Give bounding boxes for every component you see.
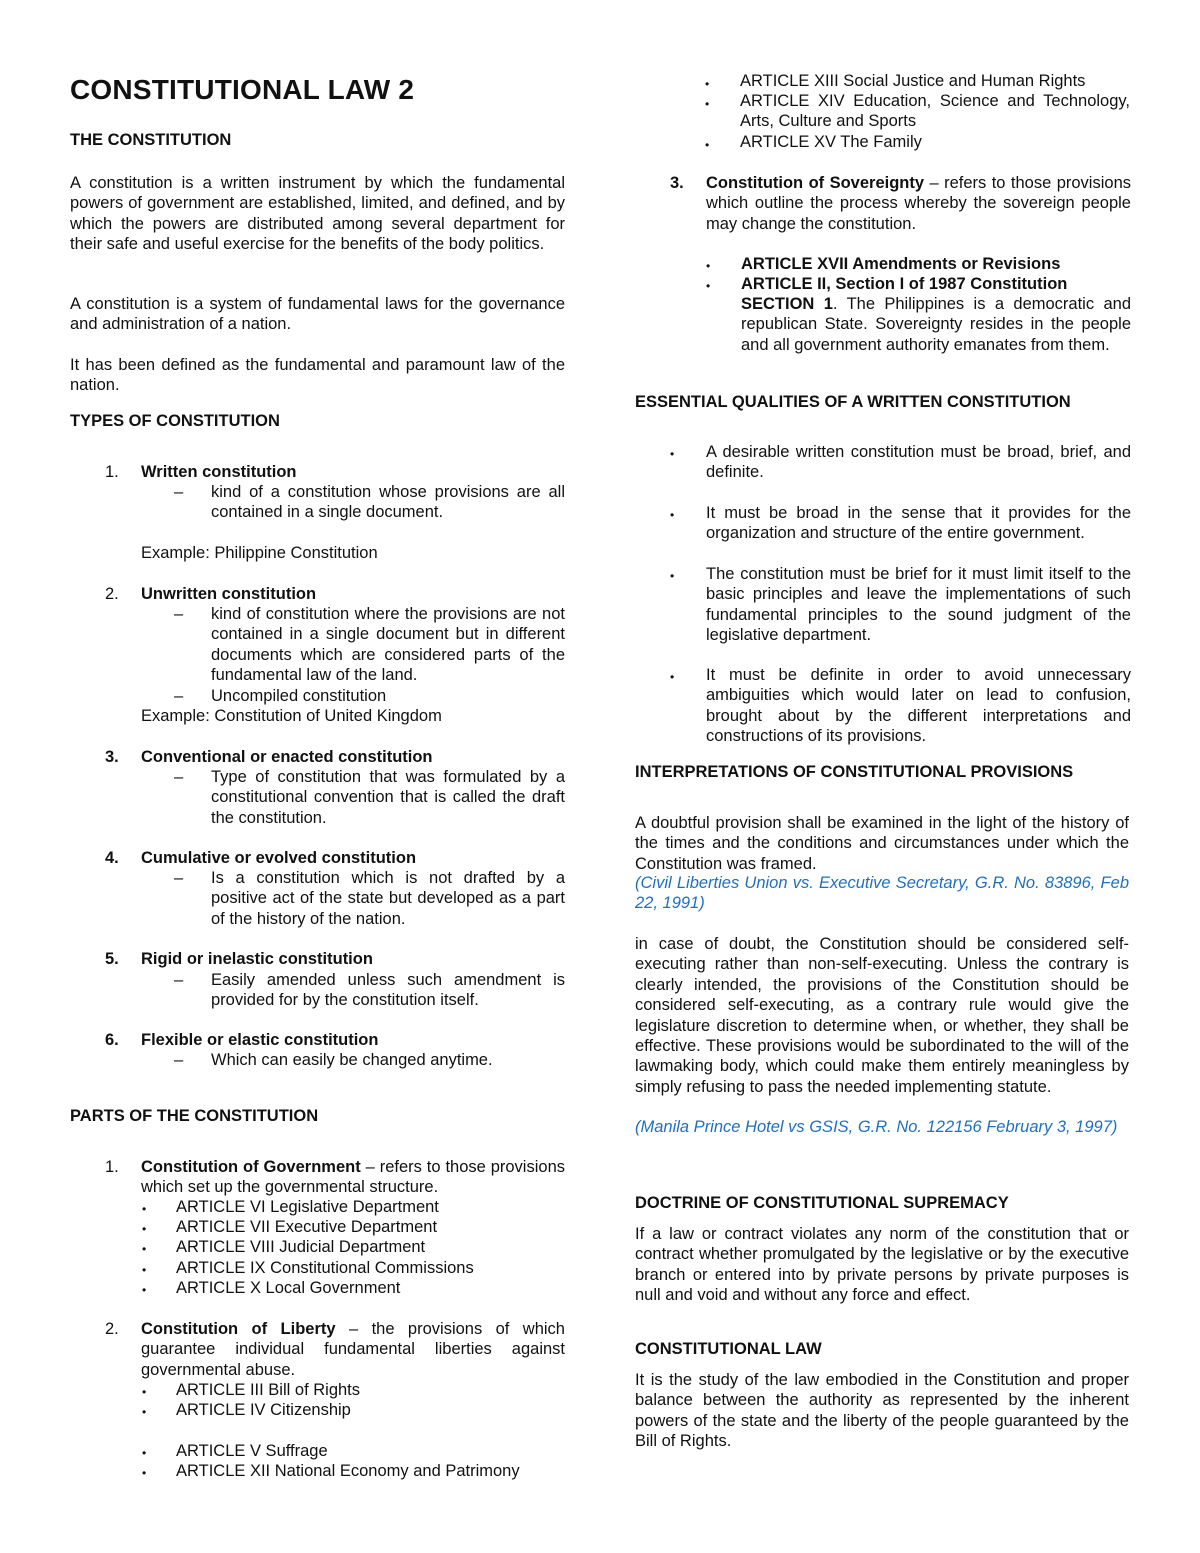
type-4-description: Is a constitution which is not drafted by a positive act of the state but developed as a part of the history of the nation. (211, 869, 565, 928)
list-item: The constitution must be brief for it must limit itself to the basic principles and leave the implementations of such fundamental principles to the sound judgment of the legislative department. (706, 565, 1131, 645)
bullet: • (142, 1222, 147, 1236)
type-1-dash: – (174, 483, 184, 501)
type-2-title: Unwritten constitution (141, 585, 317, 603)
section-1-paragraph (741, 294, 1131, 355)
part-3-paragraph (706, 173, 1131, 234)
section-1-label: SECTION 1 (741, 295, 833, 313)
type-4-dash: – (174, 869, 184, 887)
list-item: ARTICLE XIV Education, Science and Technology, Arts, Culture and Sports (740, 92, 1130, 131)
constitution-paramount-paragraph: It has been defined as the fundamental and paramount law of the nation. (70, 356, 565, 395)
type-1-example: Example: Philippine Constitution (141, 544, 378, 562)
interpretations-heading: INTERPRETATIONS OF CONSTITUTIONAL PROVISIONS (635, 763, 1074, 781)
list-item: ARTICLE IX Constitutional Commissions (176, 1259, 474, 1277)
bullet: • (142, 1446, 147, 1460)
constitution-definition-paragraph: A constitution is a written instrument by which the fundamental powers of government are established, limited, and defined, and by which the powers are distributed among several department for their safe and useful exercise for the benefits of the body politics. (70, 174, 565, 254)
part-1-number: 1. (105, 1158, 119, 1176)
bullet: • (142, 1263, 147, 1277)
type-5-number: 5. (105, 950, 119, 968)
bullet: • (142, 1466, 147, 1480)
part-2-text: – the provisions of which guarantee individual fundamental liberties against governmental abuse. (141, 1320, 565, 1379)
type-6-dash: – (174, 1051, 184, 1069)
bullet: • (706, 259, 711, 273)
part-1-paragraph (141, 1157, 565, 1198)
document-title: CONSTITUTIONAL LAW 2 (70, 74, 415, 105)
type-4-number: 4. (105, 849, 119, 867)
list-item: ARTICLE IV Citizenship (176, 1401, 351, 1419)
type-2-dash-2: – (174, 687, 184, 705)
qualities-heading: ESSENTIAL QUALITIES OF A WRITTEN CONSTITUTION (635, 393, 1071, 411)
part-2-paragraph (141, 1319, 565, 1380)
constitutional-law-heading: CONSTITUTIONAL LAW (635, 1340, 822, 1358)
bullet: • (142, 1202, 147, 1216)
type-6-number: 6. (105, 1031, 119, 1049)
type-1-title: Written constitution (141, 463, 297, 481)
list-item: ARTICLE XV The Family (740, 133, 922, 151)
types-heading: TYPES OF CONSTITUTION (70, 412, 280, 430)
interpretations-paragraph-2: in case of doubt, the Constitution should be considered self-executing rather than non-self-executing. Unless the contrary is clearly intended, the provisions of the Constitution should be considered self-executing, as a contrary rule would give the legislature discretion to determine when, or whether, they shall be effective. These provisions would be subordinated to the will of the lawmaking body, which could make them entirely meaningless by simply refusing to pass the needed implementing statute. (635, 935, 1129, 1096)
bullet: • (706, 279, 711, 293)
type-2-description: kind of constitution where the provisions are not contained in a single document but in different documents which are considered parts of the fundamental law of the land. (211, 605, 565, 685)
type-3-dash: – (174, 768, 184, 786)
type-1-description: kind of a constitution whose provisions are all contained in a single document. (211, 483, 565, 522)
citation-civil-liberties: (Civil Liberties Union vs. Executive Secretary, G.R. No. 83896, Feb 22, 1991) (635, 874, 1129, 913)
bullet: • (142, 1405, 147, 1419)
section-1-text: . The Philippines is a democratic and republican State. Sovereignty resides in the people and all government authority emanates from them. (741, 295, 1132, 354)
type-5-title: Rigid or inelastic constitution (141, 950, 373, 968)
type-4-title: Cumulative or evolved constitution (141, 849, 417, 867)
bullet: • (142, 1283, 147, 1297)
type-5-dash: – (174, 971, 184, 989)
part-1-text: – refers to those provisions which set up the governmental structure. (141, 1158, 565, 1197)
interpretations-paragraph-1: A doubtful provision shall be examined in the light of the history of the times and the conditions and circumstances under which the Constitution was framed. (635, 814, 1129, 873)
type-5-description: Easily amended unless such amendment is provided for by the constitution itself. (211, 971, 565, 1010)
constitutional-law-paragraph: It is the study of the law embodied in the Constitution and proper balance between the authority as represented by the inherent powers of the state and the liberty of the people guaranteed by the Bill of Rights. (635, 1371, 1129, 1451)
type-1-number: 1. (105, 463, 119, 481)
list-item: A desirable written constitution must be broad, brief, and definite. (706, 443, 1131, 482)
list-item: It must be broad in the sense that it provides for the organization and structure of the entire government. (706, 504, 1131, 543)
type-2-example: Example: Constitution of United Kingdom (141, 707, 442, 725)
the-constitution-heading: THE CONSTITUTION (70, 131, 232, 149)
article-2-item: ARTICLE II, Section I of 1987 Constitution (741, 275, 1068, 293)
part-2-number: 2. (105, 1320, 119, 1338)
type-6-title: Flexible or elastic constitution (141, 1031, 379, 1049)
list-item: ARTICLE XIII Social Justice and Human Rights (740, 72, 1086, 90)
type-3-description: Type of constitution that was formulated by a constitutional convention that is called the draft the constitution. (211, 768, 565, 827)
type-2-description-2: Uncompiled constitution (211, 687, 387, 705)
type-2-dash: – (174, 605, 184, 623)
type-6-description: Which can easily be changed anytime. (211, 1051, 493, 1069)
part-3-text: – refers to those provisions which outline the process whereby the sovereign people may change the constitution. (706, 174, 1131, 233)
list-item: ARTICLE VII Executive Department (176, 1218, 438, 1236)
type-3-title: Conventional or enacted constitution (141, 748, 433, 766)
part-3-title: Constitution of Sovereignty (706, 174, 925, 192)
supremacy-heading: DOCTRINE OF CONSTITUTIONAL SUPREMACY (635, 1194, 1009, 1212)
bullet: • (142, 1385, 147, 1399)
bullet: • (142, 1242, 147, 1256)
bullet: • (670, 569, 675, 583)
type-2-number: 2. (105, 585, 119, 603)
list-item: ARTICLE X Local Government (176, 1279, 401, 1297)
bullet: • (705, 77, 710, 91)
article-17-item: ARTICLE XVII Amendments or Revisions (741, 255, 1061, 273)
list-item: It must be definite in order to avoid unnecessary ambiguities which would later on lead to confusion, brought about by the different interpretations and constructions of its provisions. (706, 666, 1131, 746)
parts-heading: PARTS OF THE CONSTITUTION (70, 1107, 319, 1125)
constitution-system-paragraph: A constitution is a system of fundamental laws for the governance and administration of a nation. (70, 295, 565, 334)
list-item: ARTICLE III Bill of Rights (176, 1381, 361, 1399)
citation-manila-prince: (Manila Prince Hotel vs GSIS, G.R. No. 122156 February 3, 1997) (635, 1118, 1118, 1136)
part-2-title: Constitution of Liberty (141, 1320, 336, 1338)
bullet: • (670, 447, 675, 461)
bullet: • (670, 508, 675, 522)
bullet: • (705, 138, 710, 152)
type-3-number: 3. (105, 748, 119, 766)
part-1-title: Constitution of Government (141, 1158, 361, 1176)
list-item: ARTICLE V Suffrage (176, 1442, 328, 1460)
list-item: ARTICLE VIII Judicial Department (176, 1238, 426, 1256)
supremacy-paragraph: If a law or contract violates any norm of the constitution that or contract whether promulgated by the legislative or by the executive branch or entered into by private persons by private purposes is null and void and without any force and effect. (635, 1225, 1129, 1305)
list-item: ARTICLE XII National Economy and Patrimony (176, 1462, 520, 1480)
part-3-number: 3. (670, 174, 684, 192)
bullet: • (670, 670, 675, 684)
list-item: ARTICLE VI Legislative Department (176, 1198, 439, 1216)
bullet: • (705, 97, 710, 111)
